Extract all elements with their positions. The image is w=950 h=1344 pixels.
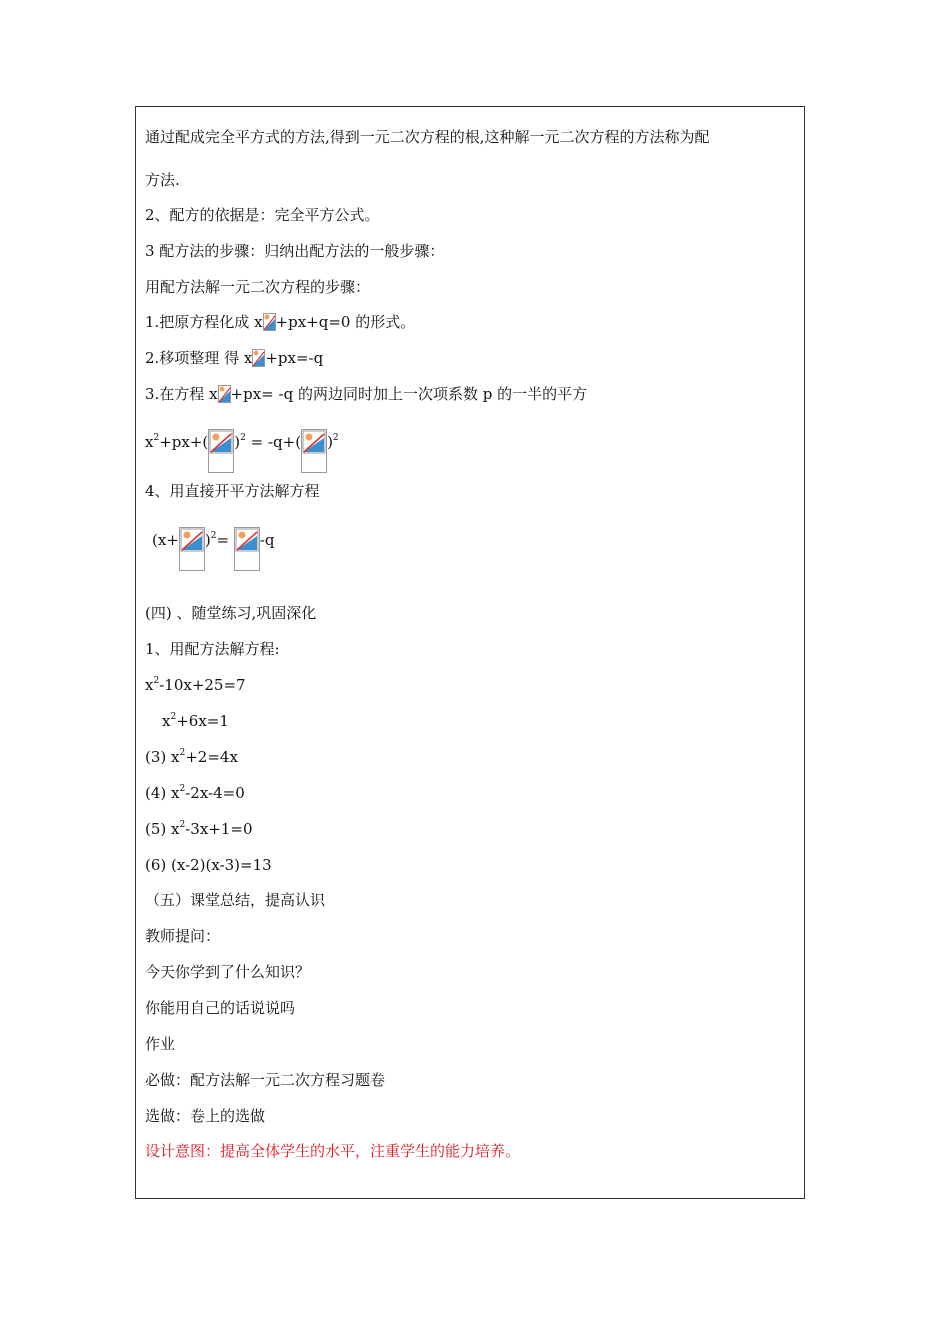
p4-part: -2x-4=0 <box>185 784 245 802</box>
p5-exponent: 2 <box>179 820 186 830</box>
eq2-part: (x+ <box>152 531 179 549</box>
broken-image-icon <box>208 429 234 473</box>
p2-exponent: 2 <box>170 712 177 722</box>
step-3 <box>145 384 587 404</box>
broken-image-icon <box>263 313 276 331</box>
step-3-text-a: 3.在方程 x <box>145 385 218 403</box>
eq2-part: = <box>216 531 234 549</box>
text-line-8: 1、用配方法解方程: <box>145 640 280 658</box>
p3-exponent: 2 <box>179 748 186 758</box>
p2-part: x <box>162 712 171 730</box>
step-1-text-b: +px+q=0 的形式。 <box>275 313 416 331</box>
step-2 <box>145 348 323 368</box>
text-line-4: 3 配方法的步骤：归纳出配方法的一般步骤： <box>145 242 445 260</box>
step-2-text-b: +px=-q <box>265 349 324 367</box>
eq2-part: ) <box>204 531 211 549</box>
problem-4 <box>145 783 245 803</box>
p4-part: (4) x <box>145 784 180 802</box>
problem-1 <box>145 675 246 695</box>
equation-1 <box>145 429 339 473</box>
eq1-exponent: 2 <box>332 433 339 443</box>
p1-exponent: 2 <box>153 676 160 686</box>
eq2-part: -q <box>259 531 275 549</box>
eq1-part: = -q+( <box>245 433 302 451</box>
text-line-6: 4、用直接开平方法解方程 <box>145 482 320 500</box>
equation-2 <box>152 527 275 571</box>
step-1 <box>145 312 415 332</box>
p3-part: (3) x <box>145 748 180 766</box>
section-heading-4: (四) 、随堂练习,巩固深化 <box>145 604 317 622</box>
eq1-exponent: 2 <box>240 433 246 443</box>
text-line-1: 通过配成完全平方式的方法,得到一元二次方程的根,这种解一元二次方程的方法称为配 <box>145 128 710 146</box>
text-line-2: 方法. <box>145 171 180 189</box>
problem-2 <box>162 711 229 731</box>
homework-optional: 选做：卷上的选做 <box>145 1107 266 1125</box>
eq1-part: ) <box>327 433 333 451</box>
broken-image-icon <box>218 385 231 403</box>
p1-part: -10x+25=7 <box>159 676 246 694</box>
eq2-exponent: 2 <box>210 531 217 541</box>
p5-part: -3x+1=0 <box>185 820 253 838</box>
p5-part: (5) x <box>145 820 180 838</box>
problem-5 <box>145 819 253 839</box>
text-line-12: 你能用自己的话说说吗 <box>145 999 296 1017</box>
eq1-part: x <box>145 433 154 451</box>
step-1-text-a: 1.把原方程化成 x <box>145 313 263 331</box>
homework-heading: 作业 <box>145 1035 176 1053</box>
text-line-10: 教师提问： <box>145 927 221 945</box>
problem-6: (6) (x-2)(x-3)=13 <box>145 856 272 874</box>
broken-image-icon <box>252 349 265 367</box>
step-3-text-b: +px= -q 的两边同时加上一次项系数 p 的一半的平方 <box>230 385 588 403</box>
section-heading-5: （五）课堂总结，提高认识 <box>145 891 326 909</box>
broken-image-icon <box>179 527 205 571</box>
p3-part: +2=4x <box>185 748 238 766</box>
eq1-exponent: 2 <box>153 433 160 443</box>
text-line-3: 2、配方的依据是：完全平方公式。 <box>145 206 380 224</box>
broken-image-icon <box>301 429 327 473</box>
broken-image-icon <box>234 527 260 571</box>
p2-part: +6x=1 <box>176 712 229 730</box>
step-2-text-a: 2.移项整理 得 x <box>145 349 253 367</box>
eq1-part: +px+( <box>159 433 209 451</box>
p4-exponent: 2 <box>179 784 186 794</box>
problem-3 <box>145 747 238 767</box>
eq1-part: ) <box>234 433 241 451</box>
design-intent: 设计意图：提高全体学生的水平，注重学生的能力培养。 <box>145 1142 521 1160</box>
p1-part: x <box>145 676 154 694</box>
homework-required: 必做：配方法解一元二次方程习题卷 <box>145 1071 386 1089</box>
text-line-11: 今天你学到了什么知识？ <box>145 963 311 981</box>
text-line-5: 用配方法解一元二次方程的步骤： <box>145 278 371 296</box>
